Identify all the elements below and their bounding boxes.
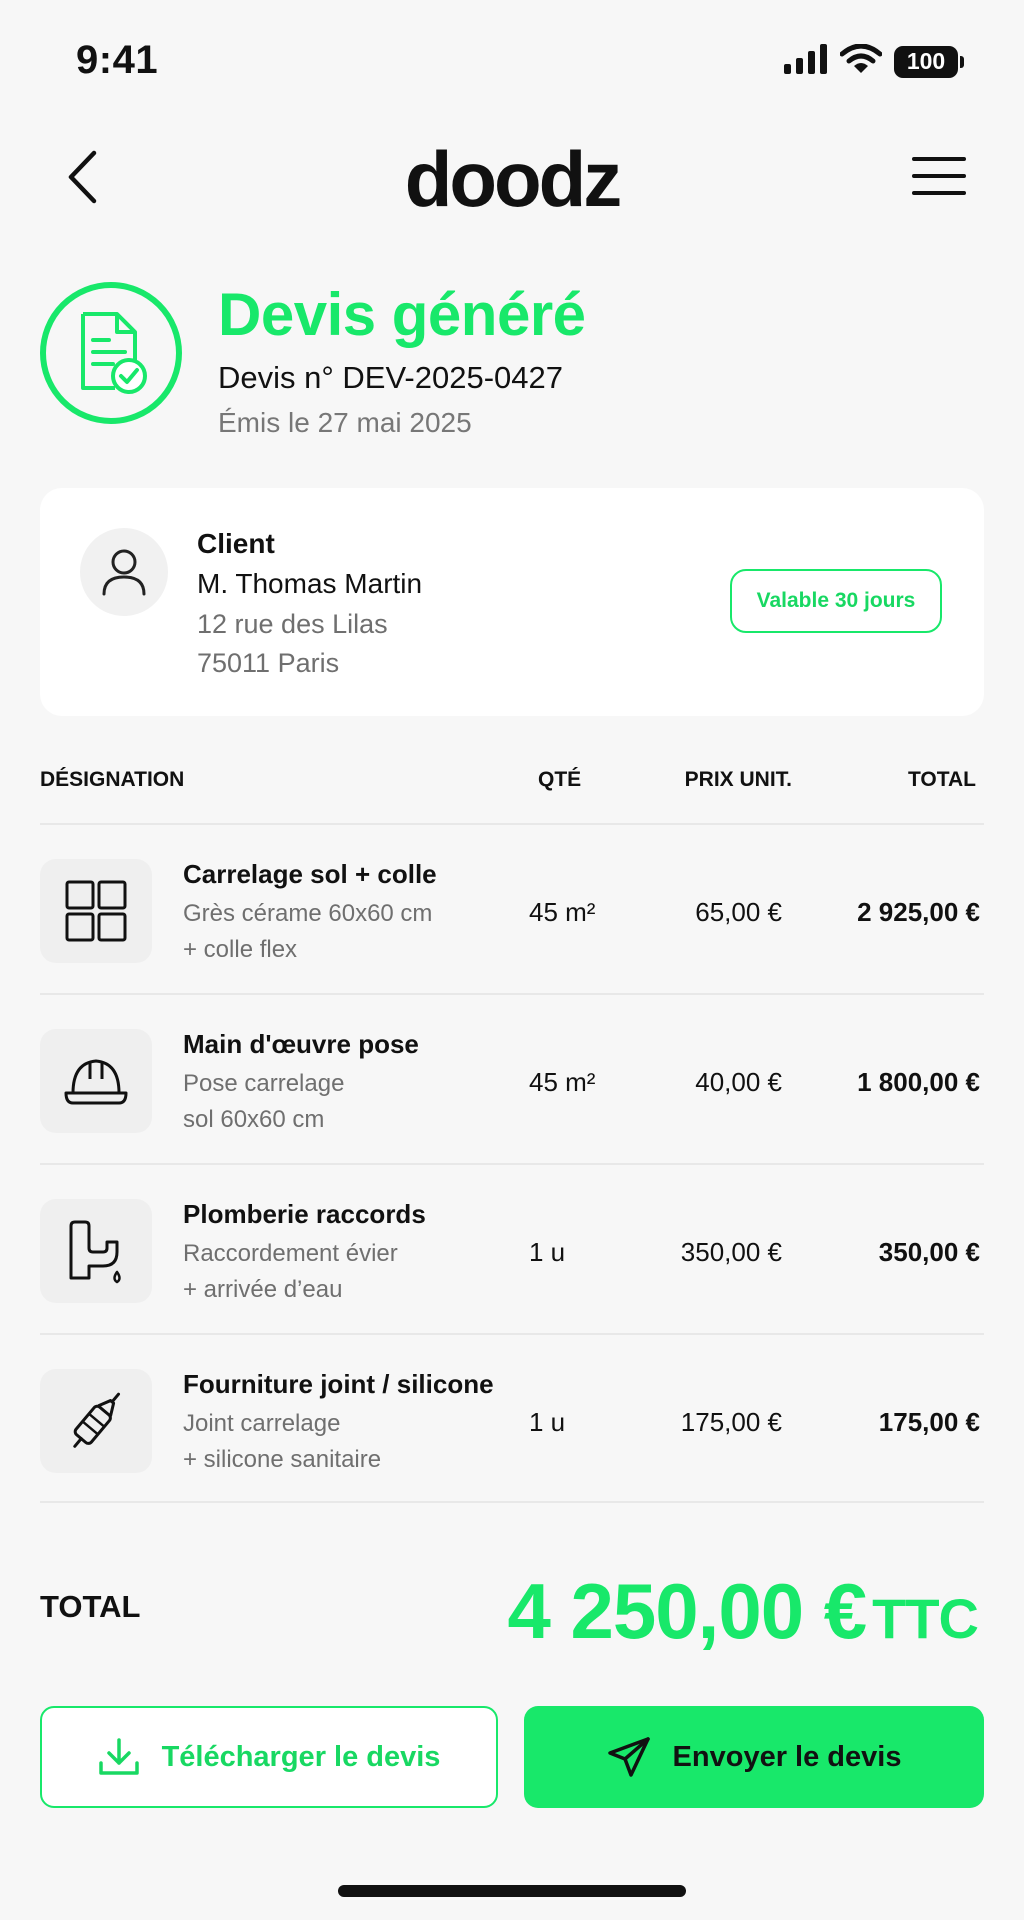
total-amount-value: 4 250,00 € (507, 1567, 867, 1655)
item-unit-price: 350,00 € (680, 1237, 782, 1267)
item-description: Joint carrelage (183, 1410, 341, 1437)
item-description: Grès cérame 60x60 cm (183, 900, 433, 927)
column-header-qty: QTÉ (538, 768, 582, 791)
item-title: Plomberie raccords (183, 1199, 426, 1229)
item-description-2: + silicone sanitaire (183, 1446, 382, 1473)
table-row (40, 993, 984, 1163)
nav-bar (0, 130, 1024, 223)
item-title: Main d'œuvre pose (183, 1029, 419, 1059)
table-header (40, 762, 984, 802)
quote-date: Émis le 27 mai 2025 (218, 407, 472, 438)
row-icon-box (40, 859, 152, 963)
document-check-icon (73, 310, 149, 396)
item-unit-price: 40,00 € (695, 1067, 782, 1097)
send-quote-button[interactable] (524, 1706, 984, 1808)
paper-plane-icon (607, 1736, 651, 1778)
download-quote-button[interactable] (40, 1706, 498, 1808)
item-description-2: + arrivée d’eau (183, 1276, 343, 1303)
validity-badge: Valable 30 jours (730, 569, 942, 633)
item-qty: 1 u (529, 1237, 566, 1267)
battery-level: 100 (894, 46, 958, 78)
signal-icon (784, 44, 828, 79)
item-total: 1 800,00 € (857, 1067, 980, 1097)
item-unit-price: 65,00 € (695, 897, 782, 927)
download-icon (98, 1737, 140, 1777)
total-amount-suffix: TTC (872, 1587, 978, 1650)
tiles-icon (64, 879, 128, 943)
client-label: Client (197, 528, 275, 559)
table-row (40, 823, 984, 993)
download-quote-label: Télécharger le devis (161, 1740, 441, 1773)
status-time: 9:41 (76, 38, 159, 82)
menu-button[interactable] (904, 148, 974, 204)
line-items (40, 823, 984, 1503)
send-quote-label: Envoyer le devis (672, 1740, 902, 1773)
item-description: Raccordement évier (183, 1240, 398, 1267)
item-qty: 45 m² (529, 1067, 596, 1097)
table-row (40, 1163, 984, 1333)
hard-hat-icon (63, 1051, 129, 1111)
item-description-2: sol 60x60 cm (183, 1106, 325, 1133)
hamburger-icon (912, 155, 966, 197)
table-row (40, 1333, 984, 1503)
row-icon-box (40, 1199, 152, 1303)
battery-icon (894, 46, 964, 78)
item-total: 350,00 € (878, 1237, 980, 1267)
silicone-gun-icon (64, 1386, 128, 1456)
wifi-icon (840, 44, 882, 79)
item-title: Fourniture joint / silicone (183, 1369, 494, 1399)
client-address-line1: 12 rue des Lilas (197, 609, 388, 639)
client-name: M. Thomas Martin (197, 568, 423, 599)
item-qty: 45 m² (529, 897, 596, 927)
client-card (40, 488, 984, 716)
column-header-unit-price: PRIX UNIT. (684, 768, 792, 791)
item-total: 2 925,00 € (857, 897, 980, 927)
item-description-2: + colle flex (183, 936, 298, 963)
item-total: 175,00 € (878, 1407, 980, 1437)
status-bar (0, 0, 1024, 120)
item-description: Pose carrelage (183, 1070, 345, 1097)
quote-number: Devis n° DEV-2025-0427 (218, 360, 563, 395)
item-qty: 1 u (529, 1407, 566, 1437)
user-icon (101, 547, 147, 597)
total-amount (507, 1566, 978, 1657)
quote-header (40, 280, 984, 440)
document-check-badge (40, 282, 182, 424)
row-icon-box (40, 1029, 152, 1133)
item-unit-price: 175,00 € (680, 1407, 782, 1437)
home-indicator[interactable] (338, 1885, 686, 1897)
item-title: Carrelage sol + colle (183, 859, 437, 889)
app-logo: doodz (404, 135, 620, 223)
row-icon-box (40, 1369, 152, 1473)
page-title: Devis généré (218, 281, 586, 348)
avatar (80, 528, 168, 616)
client-address-line2: 75011 Paris (197, 648, 340, 678)
column-header-total: TOTAL (907, 768, 976, 791)
total-label: TOTAL (40, 1589, 141, 1624)
status-icons (784, 44, 964, 79)
column-header-designation: DÉSIGNATION (40, 768, 185, 791)
faucet-icon (65, 1218, 127, 1284)
